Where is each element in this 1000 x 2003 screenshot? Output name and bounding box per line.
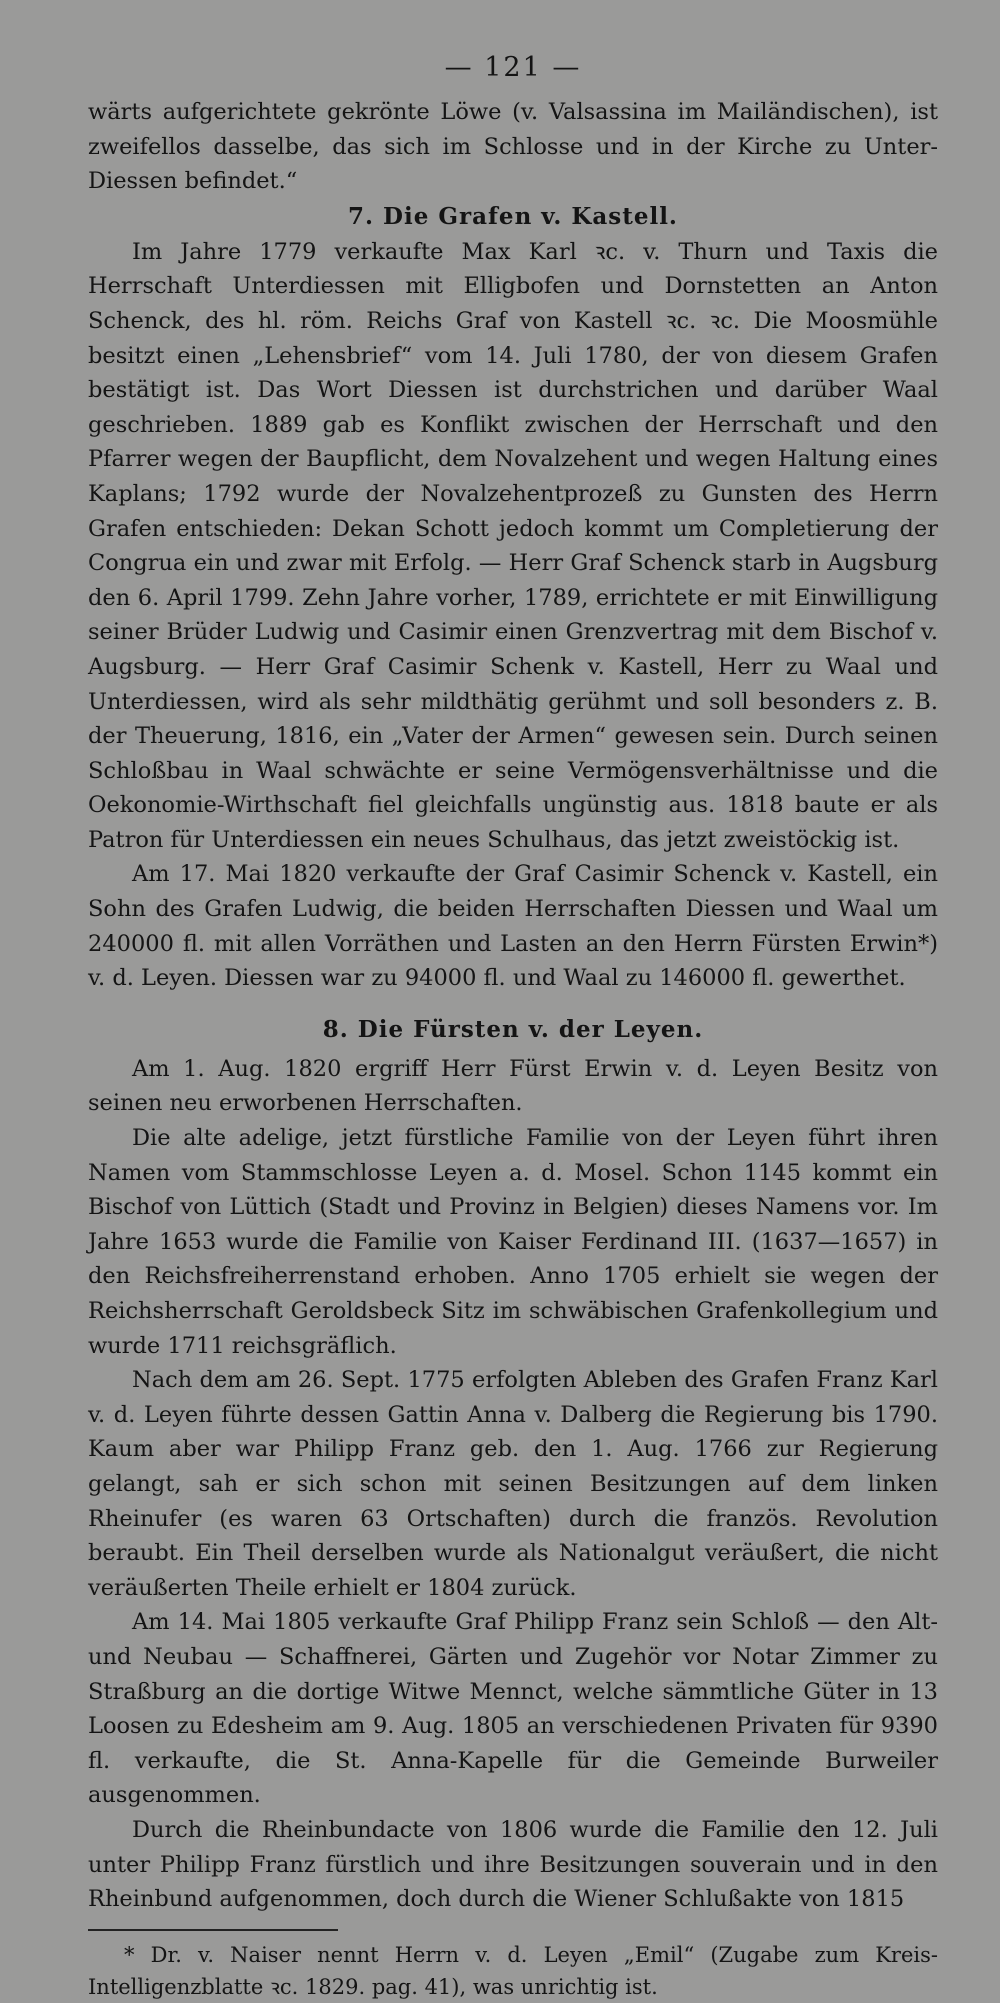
paragraph-erwin-possession: Am 1. Aug. 1820 ergriff Herr Fürst Erwin v. d. Leyen Besitz von seinen neu erworbenen Herrschaften. xyxy=(88,1055,938,1117)
paragraph-continuation: wärts aufgerichtete gekrönte Löwe (v. Valsassina im Mailändischen), ist zweifellos dasselbe, das sich im Schlosse und in der Kirche zu Unter-Diessen befindet.“ xyxy=(88,99,938,195)
paragraph-castle-sale: Am 14. Mai 1805 verkaufte Graf Philipp Franz sein Schloß — den Alt- und Neubau — Schaffnerei, Gärten und Zugehör vor Notar Zimmer zu Straßburg an die dortige Witwe Mennct, welche sämmtliche Güter in 13 Loosen zu Edesheim am 9. Aug. 1805 an verschiedenen Privaten für 9390 fl. verkaufte, die St. Anna-Kapelle für die Gemeinde Burweiler ausgenommen. xyxy=(88,1609,938,1809)
paragraph-family-origin: Die alte adelige, jetzt fürstliche Familie von der Leyen führt ihren Namen vom Stammschlosse Leyen a. d. Mosel. Schon 1145 kommt ein Bischof von Lüttich (Stadt und Provinz in Belgien) dieses Namens vor. Im Jahre 1653 wurde die Familie von Kaiser Ferdinand III. (1637—1657) in den Reichsfreiherrenstand erhoben. Anno 1705 erhielt sie wegen der Reichsherrschaft Geroldsbeck Sitz im schwäbischen Grafenkollegium und wurde 1711 reichsgräflich. xyxy=(88,1125,938,1359)
section-heading-grafen-kastell: 7. Die Grafen v. Kastell. xyxy=(348,202,678,230)
paragraph-sale-1820: Am 17. Mai 1820 verkaufte der Graf Casimir Schenck v. Kastell, ein Sohn des Grafen Ludwig, die beiden Herrschaften Diessen und Waal um 240000 fl. mit allen Vorräthen und Lasten an den Herrn Fürsten Erwin*) v. d. Leyen. Diessen war zu 94000 fl. und Waal zu 146000 fl. gewerthet. xyxy=(88,861,938,992)
footnote-divider xyxy=(88,1929,338,1931)
paragraph-regency: Nach dem am 26. Sept. 1775 erfolgten Ableben des Grafen Franz Karl v. d. Leyen führte dessen Gattin Anna v. Dalberg die Regierung bis 1790. Kaum aber war Philipp Franz geb. den 1. Aug. 1766 zur Regierung gelangt, sah er sich schon mit seinen Besitzungen auf dem linken Rheinufer (es waren 63 Ortschaften) durch die französ. Revolution beraubt. Ein Theil derselben wurde als Nationalgut veräußert, die nicht veräußerten Theile erhielt er 1804 zurück. xyxy=(88,1367,938,1601)
section-heading-fuersten-leyen: 8. Die Fürsten v. der Leyen. xyxy=(322,1015,704,1043)
footnote: * Dr. v. Naiser nennt Herrn v. d. Leyen „Emil“ (Zugabe zum Kreis-Intelligenzblatte ꝛc. 1829. pag. 41), was unrichtig ist. xyxy=(88,1942,938,1999)
page-number: — 121 — xyxy=(444,52,582,83)
paragraph-schenck-history: Im Jahre 1779 verkaufte Max Karl ꝛc. v. Thurn und Taxis die Herrschaft Unterdiessen mit Elligbofen und Dornstetten an Anton Schenck, des hl. röm. Reichs Graf von Kastell ꝛc. ꝛc. Die Moosmühle besitzt einen „Lehensbrief“ vom 14. Juli 1780, der von diesem Grafen bestätigt ist. Das Wort Diessen ist durchstrichen und darüber Waal geschrieben. 1889 gab es Konflikt zwischen der Herrschaft und den Pfarrer wegen der Baupflicht, dem Novalzehent und wegen Haltung eines Kaplans; 1792 wurde der Novalzehentprozeß zu Gunsten des Herrn Grafen entschieden: Dekan Schott jedoch kommt um Completierung der Congrua ein und zwar mit Erfolg. — Herr Graf Schenck starb in Augsburg den 6. April 1799. Zehn Jahre vorher, 1789, errichtete er mit Einwilligung seiner Brüder Ludwig und Casimir einen Grenzvertrag mit dem Bischof v. Augsburg. — Herr Graf Casimir Schenk v. Kastell, Herr zu Waal und Unterdiessen, wird als sehr mildthätig gerühmt und soll besonders z. B. der Theuerung, 1816, ein „Vater der Armen“ gewesen sein. Durch seinen Schloßbau in Waal schwächte er seine Vermögensverhältnisse und die Oekonomie-Wirthschaft fiel gleichfalls ungünstig aus. 1818 baute er als Patron für Unterdiessen ein neues Schulhaus, das jetzt zweistöckig ist. xyxy=(88,238,938,853)
paragraph-rheinbund: Durch die Rheinbundacte von 1806 wurde die Familie den 12. Juli unter Philipp Franz fürstlich und ihre Besitzungen souverain und in den Rheinbund aufgenommen, doch durch die Wiener Schlußakte von 1815 xyxy=(88,1816,938,1913)
